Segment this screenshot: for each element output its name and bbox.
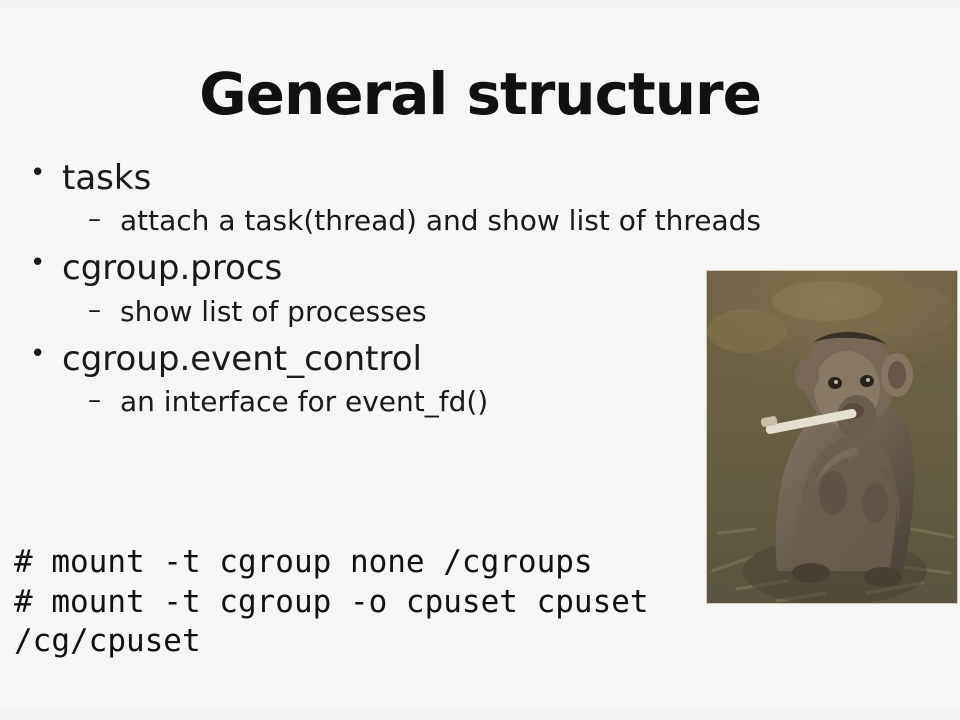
list-item: • tasks — [24, 158, 924, 199]
code-line: # mount -t cgroup -o cpuset cpuset — [14, 583, 649, 620]
list-item: – an interface for event_fd() — [24, 384, 924, 419]
list-item: • cgroup.procs — [24, 248, 924, 289]
code-line: # mount -t cgroup none /cgroups — [14, 544, 593, 580]
code-line: /cg/cpuset — [14, 623, 201, 660]
baboon-photo — [706, 270, 958, 604]
page-title: General structure — [199, 60, 761, 128]
slide-content-area — [0, 8, 960, 708]
list-item: – show list of processes — [24, 294, 924, 329]
list-item: • cgroup.event_control — [24, 339, 924, 380]
list-item: – attach a task(thread) and show list of threads — [24, 203, 924, 238]
